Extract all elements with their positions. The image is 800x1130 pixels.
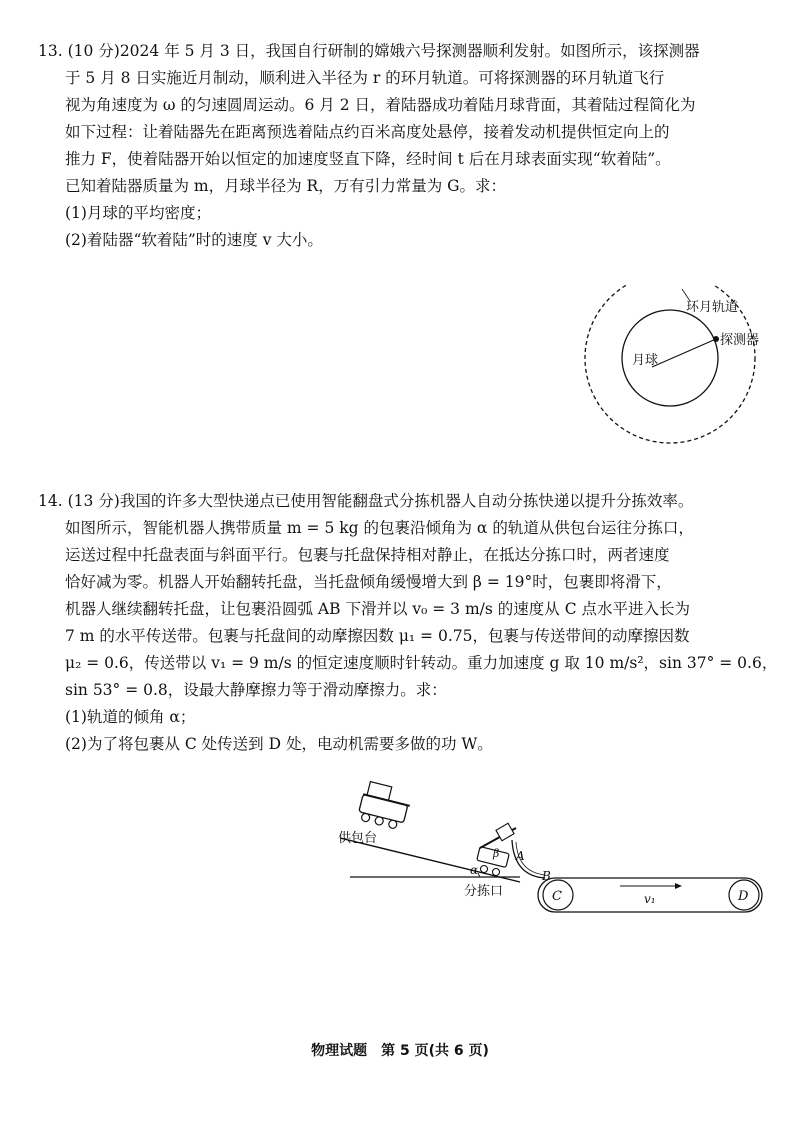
belt-speed-label: v₁	[644, 892, 656, 906]
moon-label: 月球	[632, 353, 659, 368]
beta-label: β	[493, 847, 500, 860]
q13-line: 于 5 月 8 日实施近月制动，顺利进入半径为 r 的环月轨道。可将探测器的环月轨道飞行	[65, 69, 665, 87]
orbit-label: 环月轨道	[686, 300, 739, 315]
supply-station-label: 供包台	[338, 831, 378, 846]
robot-supply	[357, 781, 413, 831]
page-footer: 物理试题 第 5 页(共 6 页)	[311, 1043, 489, 1059]
question-14	[38, 488, 778, 758]
q14-line: 7 m 的水平传送带。包裹与托盘间的动摩擦因数 μ₁ = 0.75，包裹与传送带间的动摩擦因数	[65, 627, 690, 645]
orbit-radius-line	[652, 339, 716, 367]
probe-label: 探测器	[720, 333, 760, 348]
alpha-label: α	[470, 863, 479, 877]
point-C-label: C	[552, 889, 562, 904]
q14-line: 14. (13 分)我国的许多大型快递点已使用智能翻盘式分拣机器人自动分拣快递以提升分拣效率。	[38, 492, 694, 510]
q14-line: sin 53° = 0.8，设最大静摩擦力等于滑动摩擦力。求：	[65, 681, 447, 699]
q13-line: 视为角速度为 ω 的匀速圆周运动。6 月 2 日，着陆器成功着陆月球背面，其着陆过程简化为	[65, 96, 696, 114]
q13-subquestion-1: (1)月球的平均密度；	[65, 204, 211, 222]
moon-orbit-figure	[570, 285, 790, 450]
q13-subquestion-2: (2)着陆器“软着陆”时的速度 v 大小。	[65, 231, 323, 249]
q14-subquestion-1: (1)轨道的倾角 α；	[65, 708, 196, 726]
point-D-label: D	[738, 889, 749, 904]
q14-line: 机器人继续翻转托盘，让包裹沿圆弧 AB 下滑并以 v₀ = 3 m/s 的速度从 C 点水平进入长为	[65, 600, 690, 618]
probe-dot	[713, 336, 719, 342]
question-13	[38, 38, 768, 254]
q13-line: 已知着陆器质量为 m，月球半径为 R，万有引力常量为 G。求：	[65, 177, 507, 195]
q14-line: 如图所示，智能机器人携带质量 m = 5 kg 的包裹沿倾角为 α 的轨道从供包台运往分拣口，	[65, 519, 694, 537]
q13-line: 推力 F，使着陆器开始以恒定的加速度竖直下降，经时间 t 后在月球表面实现“软着陆”。	[65, 150, 671, 168]
sorting-outlet-label: 分拣口	[464, 884, 504, 899]
q14-subquestion-2: (2)为了将包裹从 C 处传送到 D 处，电动机需要多做的功 W。	[65, 735, 493, 753]
q14-line: μ₂ = 0.6，传送带以 v₁ = 9 m/s 的恒定速度顺时针转动。重力加速度 g 取 10 m/s²，sin 37° = 0.6，	[65, 654, 778, 672]
sorting-robot-figure	[330, 780, 780, 930]
point-A-label: A	[516, 849, 525, 863]
point-B-label: B	[542, 869, 551, 883]
q13-line: 如下过程：让着陆器先在距离预选着陆点约百米高度处悬停，接着发动机提供恒定向上的	[65, 123, 670, 141]
q14-line: 运送过程中托盘表面与斜面平行。包裹与托盘保持相对静止，在抵达分拣口时，两者速度	[65, 546, 670, 564]
q14-line: 恰好减为零。机器人开始翻转托盘，当托盘倾角缓慢增大到 β = 19°时，包裹即将滑下，	[65, 573, 672, 591]
q13-line: 13. (10 分)2024 年 5 月 3 日，我国自行研制的嫦娥六号探测器顺利发射。如图所示，该探测器	[38, 42, 700, 60]
